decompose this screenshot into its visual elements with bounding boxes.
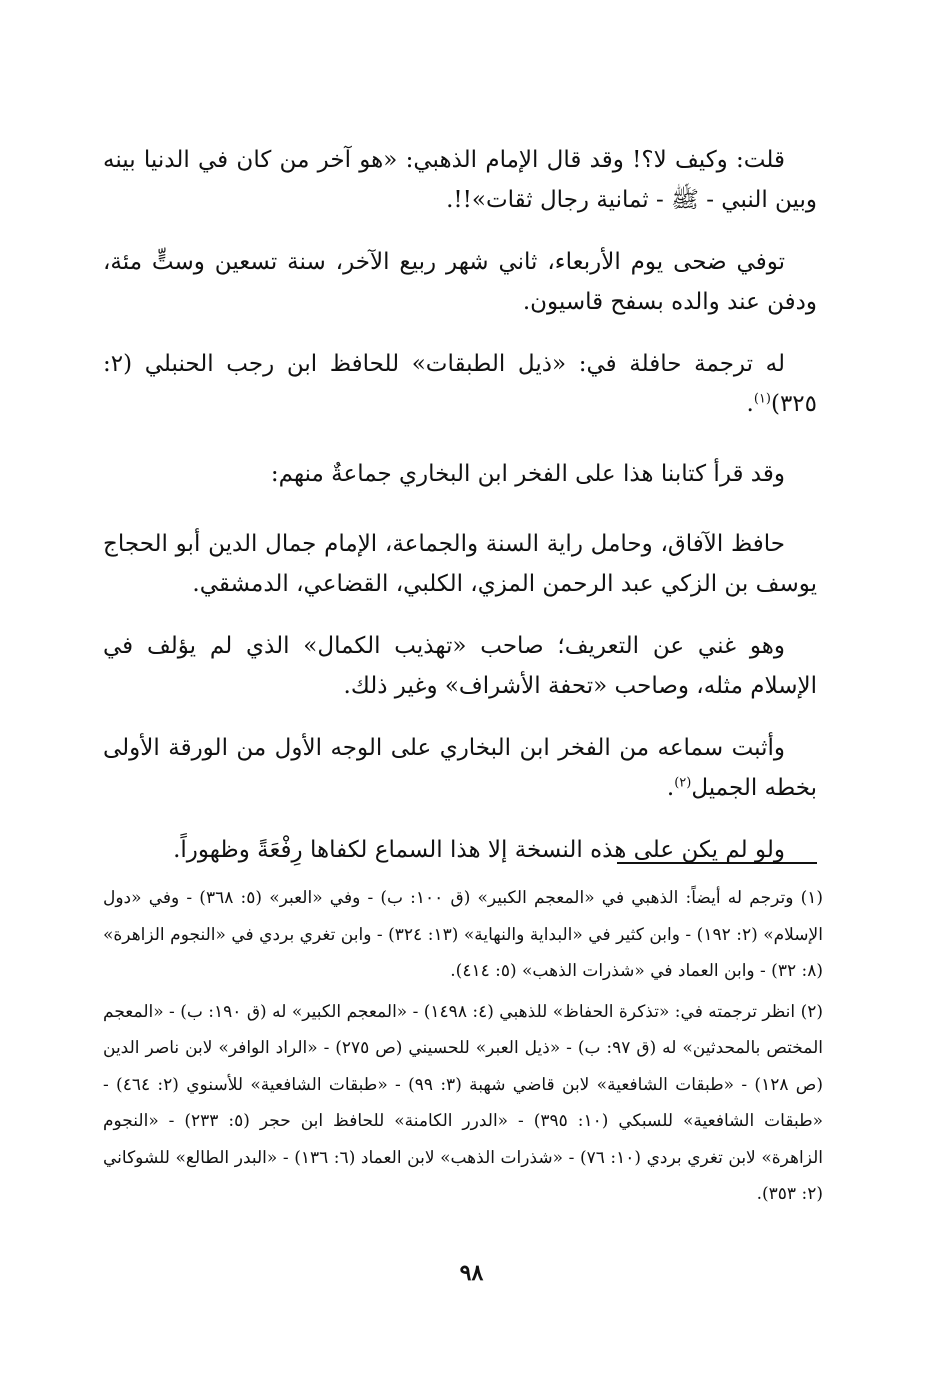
paragraph-samaa: وأثبت سماعه من الفخر ابن البخاري على الوجه الأول من الورقة الأولى بخطه الجميل$^{(٢)}$. — [103, 735, 817, 801]
paragraph-biography: له ترجمة حافلة في: «ذيل الطبقات» للحافظ ابن رجب الحنبلي (٢: ٣٢٥)$^{(١)}$. — [103, 351, 817, 417]
footnotes — [103, 880, 823, 1217]
paragraph-closing — [103, 830, 817, 870]
paragraph-text: وأثبت سماعه من الفخر ابن البخاري على الوجه الأول من الورقة الأولى بخطه الجميل — [103, 735, 817, 801]
footnote-number: (١) — [800, 888, 823, 908]
footnote-text: وترجم له أيضاً: الذهبي في «المعجم الكبير» (ق ١٠٠: ب) - وفي «العبر» (٥: ٣٦٨) - وفي «دول الإسلام» (٢: ١٩٢) - وابن كثير في «البداية والنهاية» (١٣: ٣٢٤) - وابن تغري بردي في «النجوم الزاهرة» (٨: ٣٢) - وابن العماد في «شذرات الذهب» (٥: ٤١٤). — [103, 888, 823, 981]
main-text — [103, 140, 817, 892]
page-number: ٩٨ — [459, 1260, 484, 1286]
paragraph-text: له ترجمة حافلة في: «ذيل الطبقات» للحافظ ابن رجب الحنبلي (٢: ٣٢٥) — [103, 351, 817, 417]
paragraph-readers — [103, 454, 817, 494]
paragraph-text: وقد قرأ كتابنا هذا على الفخر ابن البخاري جماعةٌ منهم: — [270, 461, 785, 487]
footnote-2 — [103, 994, 823, 1213]
paragraph-text: وهو غني عن التعريف؛ صاحب «تهذيب الكمال» الذي لم يؤلف في الإسلام مثله، وصاحب «تحفة الأشراف» وغير ذلك. — [103, 633, 817, 699]
paragraph-text: توفي ضحى يوم الأربعاء، ثاني شهر ربيع الآخر، سنة تسعين وستٍّ مئة، ودفن عند والده بسفح قاسيون. — [103, 249, 817, 315]
footnote-number: (٢) — [800, 1001, 823, 1022]
footnote-text: انظر ترجمته في: «تذكرة الحفاظ» للذهبي (٤: ١٤٩٨) - «المعجم الكبير» له (ق ١٩٠: ب) - «المعجم المختص بالمحدثين» له (ق ٩٧: ب) - «ذيل العبر» للحسيني (ص ٢٧٥) - «الراد الوافر» لابن ناصر الدين (ص ١٢٨) - «طبقات الشافعية» لابن قاضي شهبة (٣: ٩٩) - «طبقات الشافعية» للأسنوي (٢: ٤٦٤) - «طبقات الشافعية» للسبكي (١٠: ٣٩٥) - «الدرر الكامنة» للحافظ ابن حجر (٥: ٢٣٣) - «النجوم الزاهرة» لابن تغري بردي (١٠: ٧٦) - «شذرات الذهب» لابن العماد (٦: ١٣٦) - «البدر الطالع» للشوكاني (٢: ٣٥٣). — [103, 1001, 824, 1204]
paragraph-mizzi — [103, 524, 817, 604]
paragraph-death — [103, 242, 817, 322]
footnote-1 — [103, 880, 823, 990]
paragraph-text: ولو لم يكن على هذه النسخة إلا هذا السماع لكفاها رِفْعَةً وظهوراً. — [173, 837, 785, 863]
footnote-ref-2[interactable]: (٢) — [674, 775, 692, 791]
footnote-divider — [617, 862, 817, 864]
footnote-ref-1[interactable]: (١) — [753, 391, 771, 407]
paragraph-text: حافظ الآفاق، وحامل راية السنة والجماعة، الإمام جمال الدين أبو الحجاج يوسف بن الزكي عبد الرحمن المزي، الكلبي، القضاعي، الدمشقي. — [103, 531, 817, 597]
paragraph-works — [103, 626, 817, 706]
paragraph-text: قلت: وكيف لا؟! وقد قال الإمام الذهبي: «هو آخر من كان في الدنيا بينه وبين النبي - ﷺ - ثمانية رجال ثقات»!!. — [103, 147, 817, 213]
paragraph-quote — [103, 140, 817, 220]
